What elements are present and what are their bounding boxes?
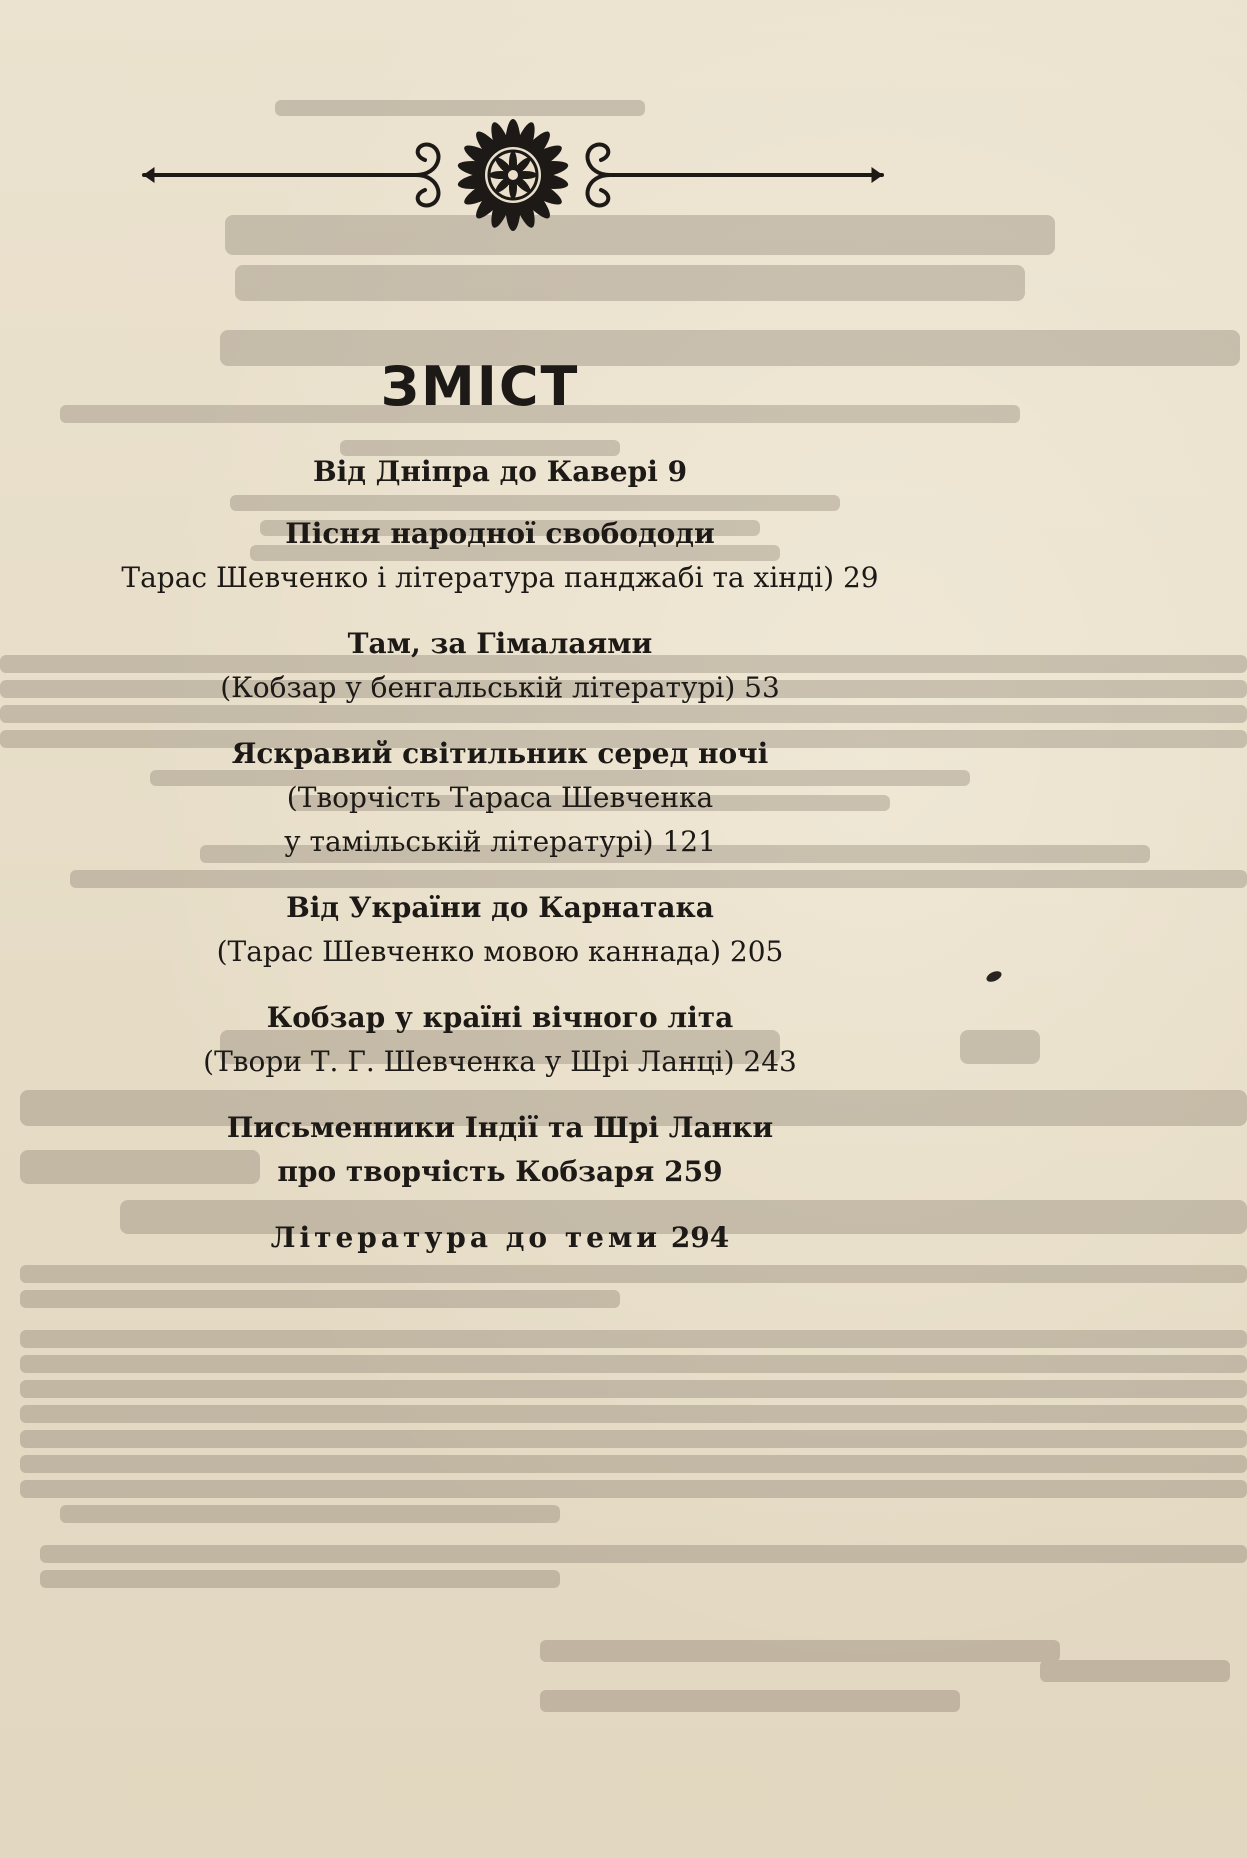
toc-entry	[0, 450, 1000, 494]
toc-entry-subtitle	[0, 556, 1000, 600]
page-number: 121	[653, 825, 716, 858]
toc-entry	[0, 732, 1000, 864]
ornament-divider-icon	[140, 110, 886, 240]
toc-entry-title	[0, 450, 1000, 494]
page-number: 9	[657, 455, 688, 488]
page-number: 53	[735, 671, 780, 704]
toc-entry-text: у тамільській літературі)	[284, 825, 654, 858]
toc-entry-title	[0, 1216, 1000, 1260]
page-number: 29	[834, 561, 879, 594]
page-title: ЗМІСТ	[380, 355, 580, 418]
page-number: 243	[734, 1045, 797, 1078]
toc-entry-title	[0, 886, 1000, 930]
toc-entry-text: Кобзар у країні вічного літа	[266, 1001, 734, 1034]
toc-entry-text: (Кобзар у бенгальській літературі)	[220, 671, 736, 704]
toc-entry-text: (Творчість Тараса Шевченка	[286, 781, 714, 814]
toc-entry	[0, 512, 1000, 600]
toc-entry	[0, 1216, 1000, 1260]
toc-entry-subtitle	[0, 776, 1000, 820]
toc-entry-subtitle	[0, 820, 1000, 864]
toc-entry-text: Пісня народної свобододи	[285, 517, 715, 550]
page-number: 259	[654, 1155, 723, 1188]
toc-entry-text: Там, за Гімалаями	[347, 627, 653, 660]
toc-entry-text: (Тарас Шевченко мовою каннада)	[216, 935, 722, 968]
toc-entry	[0, 996, 1000, 1084]
toc-entry	[0, 886, 1000, 974]
toc-entry-title	[0, 512, 1000, 556]
toc-entry-title	[0, 732, 1000, 776]
toc-entry-text: про творчість Кобзаря	[277, 1155, 655, 1188]
toc-entry-text: (Твори Т. Г. Шевченка у Шрі Ланці)	[203, 1045, 735, 1078]
toc-entry-text: Література до теми	[270, 1221, 662, 1254]
toc-entry-subtitle	[0, 1150, 1000, 1194]
toc-entry-text: Від Дніпра до Кавері	[312, 455, 658, 488]
toc-entry-text: Тарас Шевченко і література панджабі та хінді)	[121, 561, 835, 594]
toc-entry-title	[0, 1106, 1000, 1150]
toc-entry-text: Письменники Індії та Шрі Ланки	[226, 1111, 774, 1144]
toc-entry	[0, 622, 1000, 710]
toc-entry-title	[0, 996, 1000, 1040]
toc-entry-text: Від України до Карнатака	[286, 891, 714, 924]
page-number: 205	[721, 935, 784, 968]
toc-entry-subtitle	[0, 930, 1000, 974]
page-number: 294	[661, 1221, 730, 1254]
toc-entry-subtitle	[0, 1040, 1000, 1084]
toc-entry-subtitle	[0, 666, 1000, 710]
toc-entry-text: Яскравий світильник серед ночі	[231, 737, 769, 770]
toc-entry-title	[0, 622, 1000, 666]
toc-entry	[0, 1106, 1000, 1194]
table-of-contents	[0, 450, 1000, 1260]
